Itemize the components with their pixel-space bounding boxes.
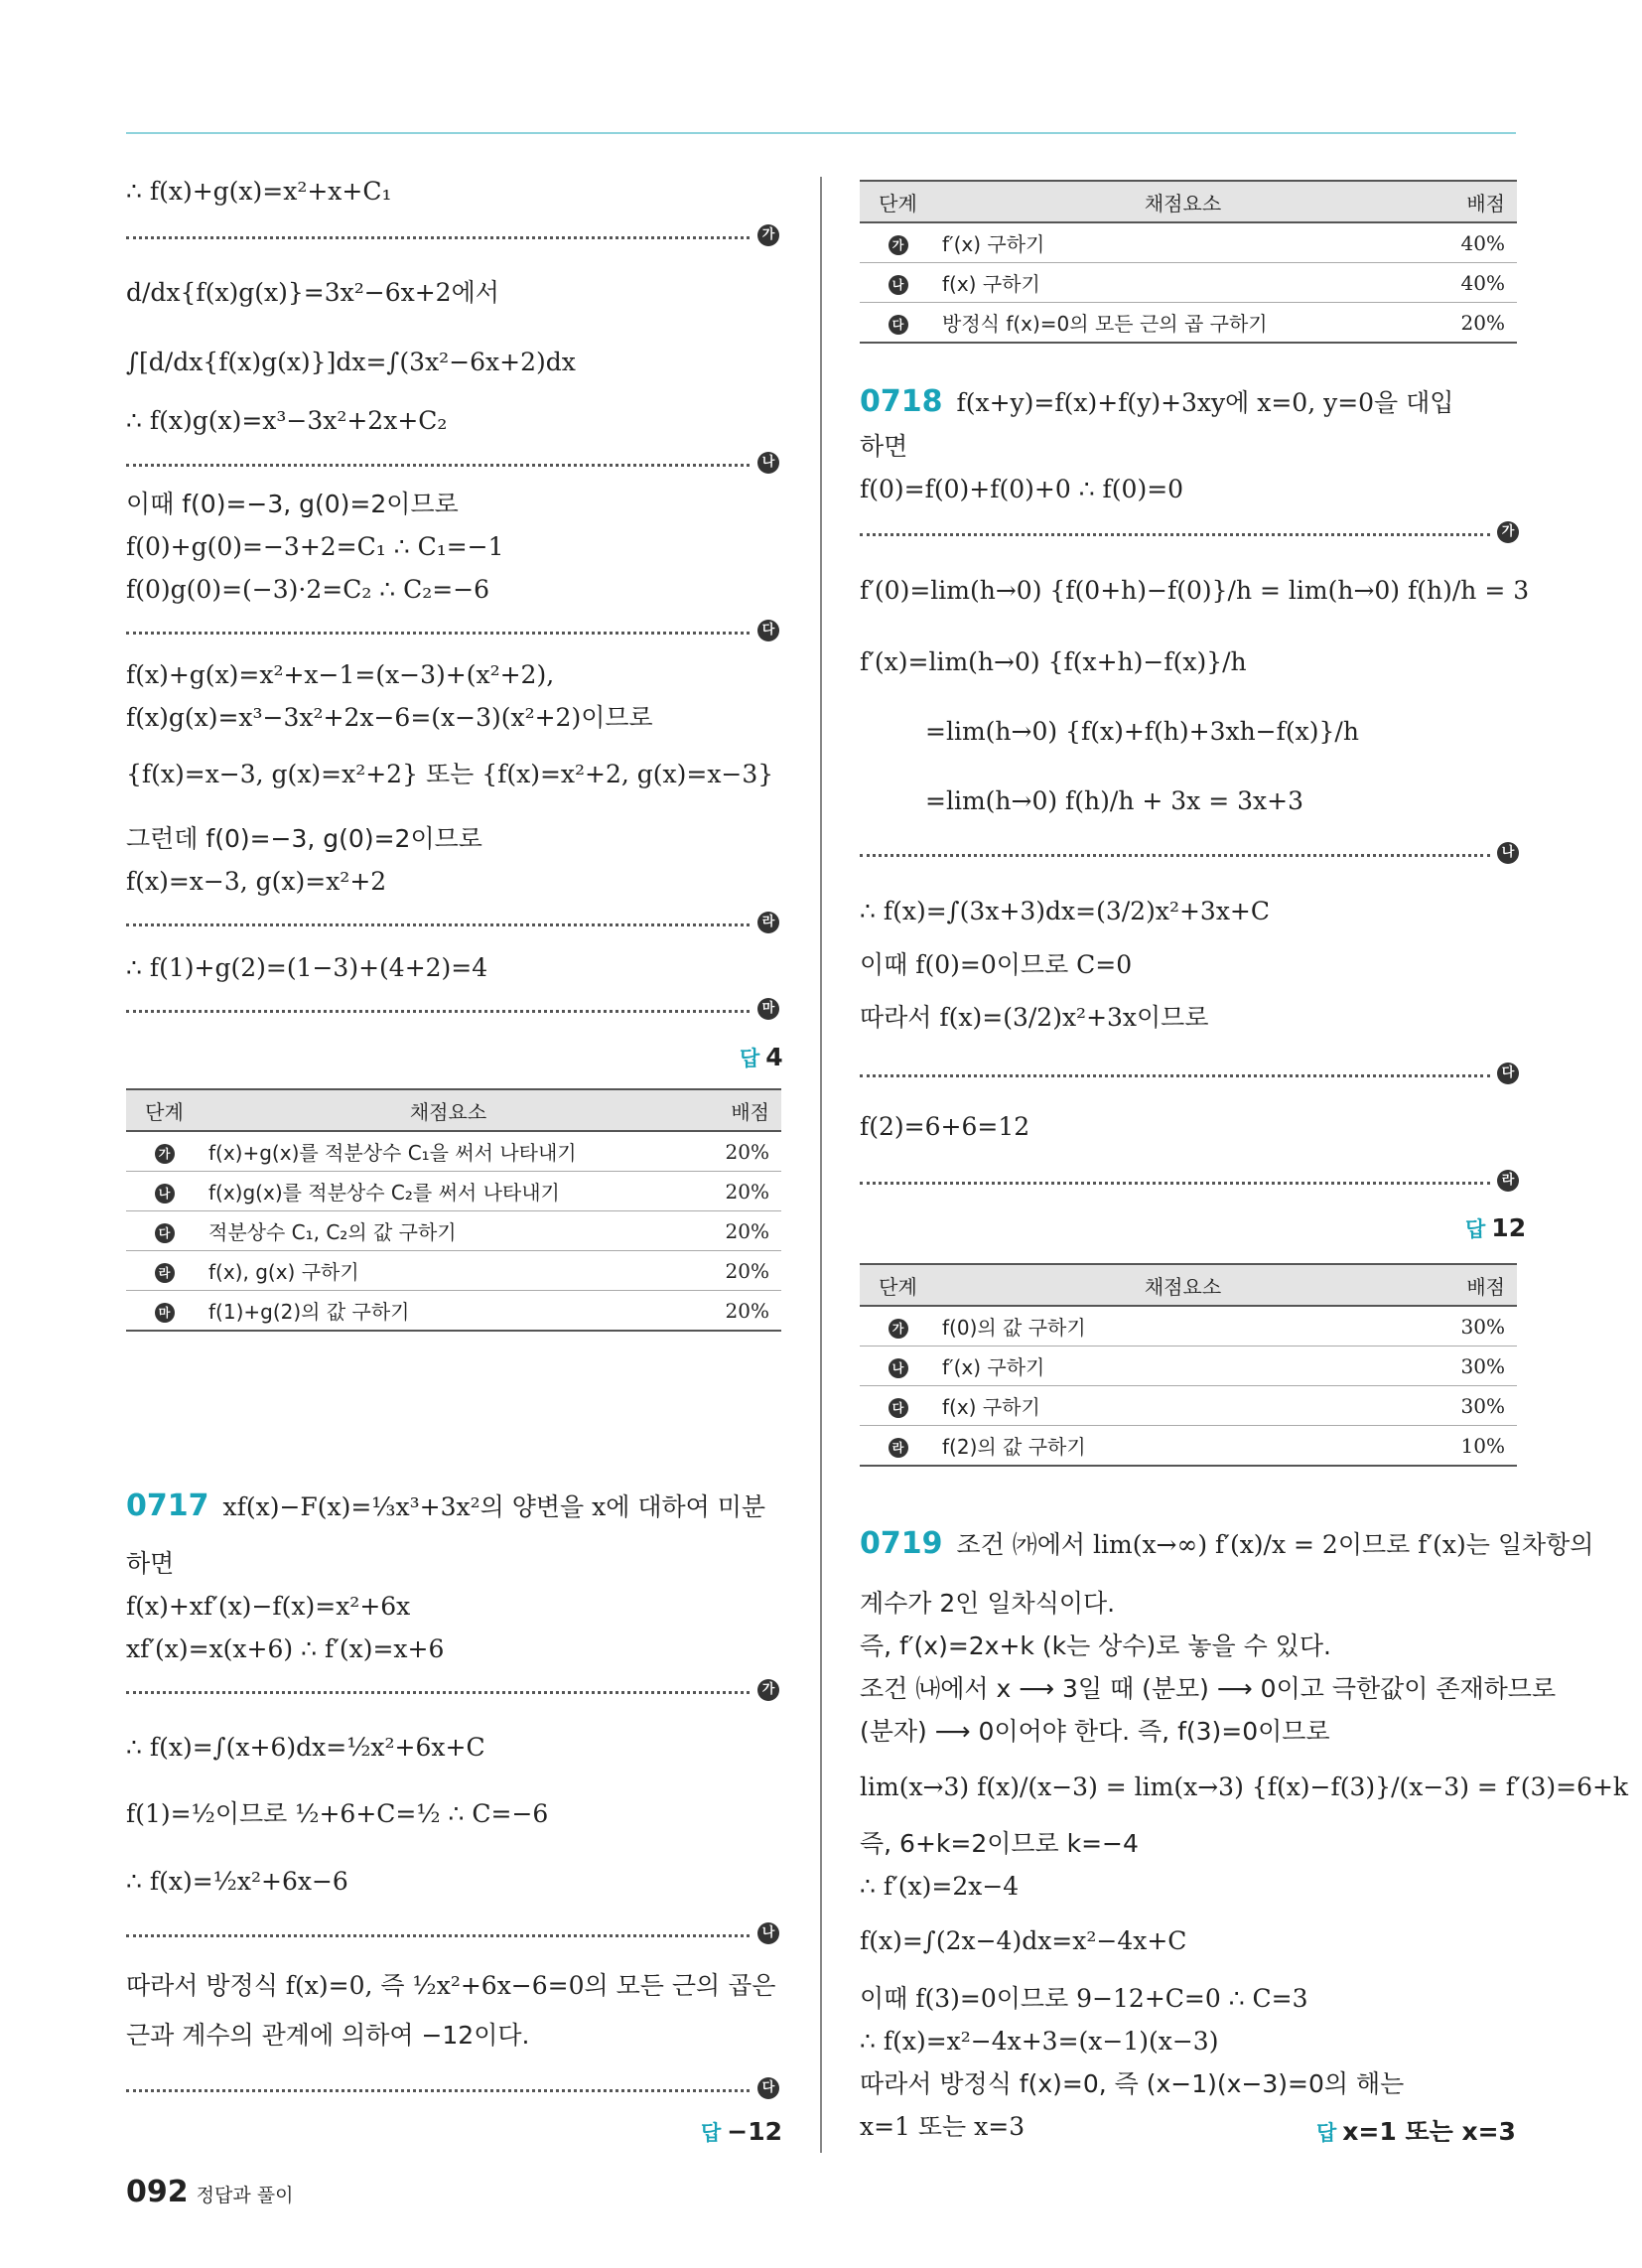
step-marker-ga: 가 <box>757 224 779 246</box>
criteria-cell: f(x)g(x)를 적분상수 C₂를 써서 나타내기 <box>203 1172 689 1211</box>
math-line: f(x)+xf′(x)−f(x)=x²+6x <box>126 1592 411 1621</box>
math-line: 이때 f(0)=0이므로 C=0 <box>860 950 1133 979</box>
points-cell: 10% <box>1425 1426 1517 1467</box>
step-marker-ga: 가 <box>757 1679 779 1701</box>
math-line: 그런데 f(0)=−3, g(0)=2이므로 <box>126 824 482 853</box>
math-line: ∴ f(x)g(x)=x³−3x²+2x+C₂ <box>126 406 448 435</box>
page-footer <box>126 2175 293 2209</box>
points-cell: 20% <box>689 1172 781 1211</box>
col-header-step: 단계 <box>860 1264 936 1306</box>
footer-label: 정답과 풀이 <box>196 2185 294 2206</box>
col-header-points: 배점 <box>689 1089 781 1131</box>
math-line: f′(0)=lim(h→0) {f(0+h)−f(0)}/h = lim(h→0) f(h)/h = 3 <box>860 576 1530 605</box>
answer-value: 12 <box>1491 1213 1527 1242</box>
col-header-points: 배점 <box>1425 181 1517 222</box>
step-marker: 라 <box>889 1438 908 1458</box>
math-line: ∴ f′(x)=2x−4 <box>860 1872 1020 1901</box>
step-marker: 나 <box>889 1358 908 1378</box>
math-line: f′(x)=lim(h→0) {f(x+h)−f(x)}/h <box>860 647 1247 676</box>
math-line: 따라서 f(x)=(3/2)x²+3x이므로 <box>860 1003 1209 1032</box>
math-line: f(1)=½이므로 ½+6+C=½ ∴ C=−6 <box>126 1799 549 1828</box>
page-number: 092 <box>126 2175 189 2209</box>
col-header-step: 단계 <box>126 1089 203 1131</box>
step-marker: 나 <box>155 1184 175 1204</box>
math-line: 하면 <box>860 432 908 461</box>
math-line: f(0)=f(0)+f(0)+0 ∴ f(0)=0 <box>860 475 1184 503</box>
math-text: f(x+y)=f(x)+f(y)+3xy에 x=0, y=0을 대입 <box>956 388 1454 417</box>
step-separator <box>126 1691 750 1694</box>
criteria-cell: f(x) 구하기 <box>936 263 1425 303</box>
col-header-step: 단계 <box>860 181 936 222</box>
col-header-criteria: 채점요소 <box>936 181 1425 222</box>
math-line: f(x)=x−3, g(x)=x²+2 <box>126 867 387 896</box>
step-marker-ma: 마 <box>757 998 779 1020</box>
criteria-cell: f′(x) 구하기 <box>936 222 1425 263</box>
criteria-cell: f(x)+g(x)를 적분상수 C₁을 써서 나타내기 <box>203 1131 689 1172</box>
problem-number: 0717 <box>126 1488 209 1523</box>
math-line: x=1 또는 x=3 <box>860 2112 1026 2141</box>
step-marker: 다 <box>889 315 908 335</box>
step-marker: 다 <box>889 1398 908 1418</box>
math-line: 즉, f′(x)=2x+k (k는 상수)로 놓을 수 있다. <box>860 1631 1331 1660</box>
math-line <box>860 384 1454 419</box>
step-marker-da: 다 <box>757 620 779 641</box>
step-separator <box>126 236 750 239</box>
math-line: ∴ f(x)=½x²+6x−6 <box>126 1867 348 1896</box>
points-cell: 20% <box>1425 303 1517 344</box>
scoring-table-0716 <box>126 1088 781 1332</box>
math-line: {f(x)=x−3, g(x)=x²+2} 또는 {f(x)=x²+2, g(x)=x−3} <box>126 760 774 788</box>
points-cell: 30% <box>1425 1386 1517 1426</box>
answer-label: 답 <box>701 2121 722 2145</box>
math-line: 이때 f(0)=−3, g(0)=2이므로 <box>126 490 459 518</box>
step-separator <box>126 632 750 635</box>
table-row <box>860 222 1517 263</box>
answer-value: 4 <box>765 1043 783 1071</box>
math-line: f(2)=6+6=12 <box>860 1112 1030 1141</box>
col-header-criteria: 채점요소 <box>936 1264 1425 1306</box>
math-line: 이때 f(3)=0이므로 9−12+C=0 ∴ C=3 <box>860 1984 1308 2013</box>
points-cell: 40% <box>1425 263 1517 303</box>
math-line: 하면 <box>126 1549 175 1578</box>
math-text: xf(x)−F(x)=⅓x³+3x²의 양변을 x에 대하여 미분 <box>222 1492 766 1521</box>
math-line: ∴ f(x)=∫(3x+3)dx=(3/2)x²+3x+C <box>860 897 1270 925</box>
math-line: (분자) ⟶ 0이어야 한다. 즉, f(3)=0이므로 <box>860 1717 1330 1746</box>
math-line: 즉, 6+k=2이므로 k=−4 <box>860 1829 1139 1858</box>
criteria-cell: f(x) 구하기 <box>936 1386 1425 1426</box>
step-separator <box>126 464 750 467</box>
math-line: xf′(x)=x(x+6) ∴ f′(x)=x+6 <box>126 1634 445 1663</box>
criteria-cell: f(1)+g(2)의 값 구하기 <box>203 1291 689 1332</box>
math-line: =lim(h→0) {f(x)+f(h)+3xh−f(x)}/h <box>925 717 1359 746</box>
math-line: ∫[d/dx{f(x)g(x)}]dx=∫(3x²−6x+2)dx <box>126 348 576 376</box>
math-line: f(x)=∫(2x−4)dx=x²−4x+C <box>860 1926 1187 1955</box>
answer <box>1316 2112 1516 2148</box>
math-line: f(x)g(x)=x³−3x²+2x−6=(x−3)(x²+2)이므로 <box>126 703 653 732</box>
table-row <box>860 1347 1517 1386</box>
step-separator <box>860 533 1490 536</box>
step-marker: 마 <box>155 1303 175 1323</box>
math-line: ∴ f(x)=∫(x+6)dx=½x²+6x+C <box>126 1733 485 1762</box>
step-marker: 가 <box>155 1144 175 1164</box>
answer-label: 답 <box>740 1047 760 1070</box>
answer <box>1465 1213 1526 1243</box>
column-divider <box>820 177 822 2153</box>
step-marker-da: 다 <box>1497 1063 1519 1084</box>
step-marker-na: 나 <box>757 452 779 474</box>
math-line: 근과 계수의 관계에 의하여 −12이다. <box>126 2021 530 2050</box>
criteria-cell: f′(x) 구하기 <box>936 1347 1425 1386</box>
math-line: ∴ f(x)=x²−4x+3=(x−1)(x−3) <box>860 2027 1219 2055</box>
table-row <box>126 1172 781 1211</box>
math-line: f(0)g(0)=(−3)·2=C₂ ∴ C₂=−6 <box>126 575 490 604</box>
step-separator <box>126 923 750 926</box>
points-cell: 30% <box>1425 1306 1517 1347</box>
step-marker-ga: 가 <box>1497 521 1519 543</box>
table-row <box>860 263 1517 303</box>
criteria-cell: 방정식 f(x)=0의 모든 근의 곱 구하기 <box>936 303 1425 344</box>
scoring-table-0717 <box>860 180 1517 344</box>
step-separator <box>860 1182 1490 1185</box>
step-separator <box>126 2089 750 2092</box>
step-marker: 가 <box>889 1319 908 1339</box>
problem-number: 0719 <box>860 1526 943 1561</box>
math-line: lim(x→3) f(x)/(x−3) = lim(x→3) {f(x)−f(3)}/(x−3) = f′(3)=6+k <box>860 1772 1629 1801</box>
math-line: f(0)+g(0)=−3+2=C₁ ∴ C₁=−1 <box>126 532 504 561</box>
points-cell: 20% <box>689 1131 781 1172</box>
table-row <box>126 1131 781 1172</box>
step-marker-na: 나 <box>1497 842 1519 864</box>
math-line: 따라서 방정식 f(x)=0, 즉 ½x²+6x−6=0의 모든 근의 곱은 <box>126 1971 776 2000</box>
answer-value: −12 <box>727 2117 783 2146</box>
math-line <box>860 1526 1594 1561</box>
math-line: 따라서 방정식 f(x)=0, 즉 (x−1)(x−3)=0의 해는 <box>860 2069 1405 2098</box>
col-header-points: 배점 <box>1425 1264 1517 1306</box>
math-text: 조건 ㈎에서 lim(x→∞) f′(x)/x = 2이므로 f′(x)는 일차항의 <box>956 1530 1594 1559</box>
answer-value: x=1 또는 x=3 <box>1342 2117 1516 2146</box>
step-separator <box>860 1074 1490 1077</box>
math-line: ∴ f(1)+g(2)=(1−3)+(4+2)=4 <box>126 953 488 982</box>
step-separator <box>126 1010 750 1013</box>
math-line: f(x)+g(x)=x²+x−1=(x−3)+(x²+2), <box>126 660 555 689</box>
criteria-cell: 적분상수 C₁, C₂의 값 구하기 <box>203 1211 689 1251</box>
points-cell: 40% <box>1425 222 1517 263</box>
points-cell: 20% <box>689 1251 781 1291</box>
answer-label: 답 <box>1316 2121 1337 2145</box>
step-marker: 나 <box>889 275 908 295</box>
step-separator <box>126 1934 750 1937</box>
criteria-cell: f(2)의 값 구하기 <box>936 1426 1425 1467</box>
math-line: ∴ f(x)+g(x)=x²+x+C₁ <box>126 177 392 206</box>
table-row <box>860 1426 1517 1467</box>
points-cell: 20% <box>689 1211 781 1251</box>
step-marker-ra: 라 <box>1497 1170 1519 1192</box>
step-marker: 가 <box>889 235 908 255</box>
table-row <box>126 1291 781 1332</box>
step-marker: 라 <box>155 1263 175 1283</box>
points-cell: 30% <box>1425 1347 1517 1386</box>
criteria-cell: f(0)의 값 구하기 <box>936 1306 1425 1347</box>
step-marker-na: 나 <box>757 1922 779 1944</box>
math-line: =lim(h→0) f(h)/h + 3x = 3x+3 <box>925 786 1303 815</box>
table-row <box>126 1211 781 1251</box>
col-header-criteria: 채점요소 <box>203 1089 689 1131</box>
answer-label: 답 <box>1465 1217 1486 1241</box>
table-row <box>860 1306 1517 1347</box>
problem-number: 0718 <box>860 384 943 419</box>
math-line: 계수가 2인 일차식이다. <box>860 1589 1116 1618</box>
table-row <box>860 303 1517 344</box>
points-cell: 20% <box>689 1291 781 1332</box>
step-marker-da: 다 <box>757 2077 779 2099</box>
math-line: 조건 ㈏에서 x ⟶ 3일 때 (분모) ⟶ 0이고 극한값이 존재하므로 <box>860 1674 1557 1703</box>
top-rule <box>126 132 1516 134</box>
table-row <box>860 1386 1517 1426</box>
answer <box>740 1043 783 1072</box>
criteria-cell: f(x), g(x) 구하기 <box>203 1251 689 1291</box>
step-marker: 다 <box>155 1223 175 1243</box>
answer <box>701 2117 782 2147</box>
scoring-table-0718 <box>860 1263 1517 1467</box>
math-line: d/dx{f(x)g(x)}=3x²−6x+2에서 <box>126 278 499 307</box>
table-row <box>126 1251 781 1291</box>
math-line <box>126 1488 766 1523</box>
step-separator <box>860 854 1490 857</box>
step-marker-ra: 라 <box>757 912 779 933</box>
